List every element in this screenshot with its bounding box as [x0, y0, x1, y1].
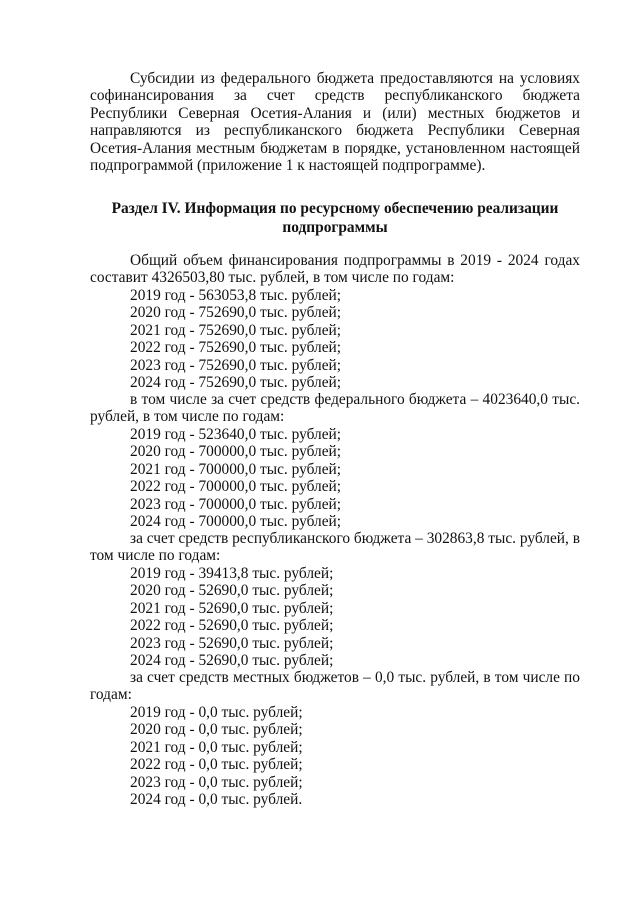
- list-item: 2019 год - 523640,0 тыс. рублей;: [130, 426, 342, 443]
- list-item: 2019 год - 0,0 тыс. рублей;: [130, 704, 303, 721]
- local-paragraph: за счет средств местных бюджетов – 0,0 тыс. рублей, в том числе по годам:: [90, 669, 580, 704]
- list-item: 2020 год - 52690,0 тыс. рублей;: [130, 582, 334, 600]
- local-years-list: [130, 704, 303, 808]
- list-item: 2020 год - 752690,0 тыс. рублей;: [130, 304, 342, 322]
- federal-years-list: [130, 426, 341, 530]
- list-item: 2024 год - 700000,0 тыс. рублей;: [130, 512, 342, 530]
- list-item: 2023 год - 0,0 тыс. рублей;: [130, 773, 303, 791]
- list-item: 2020 год - 700000,0 тыс. рублей;: [130, 443, 342, 461]
- list-item: 2024 год - 0,0 тыс. рублей.: [130, 790, 303, 808]
- list-item: 2022 год - 700000,0 тыс. рублей;: [130, 478, 342, 496]
- intro-paragraph: Субсидии из федерального бюджета предоставляются на условиях софинансирования за счет средств республиканского бюджета Республики Северная Осетия-Алания и (или) местных бюджетов и направляются из республиканского бюджета Республики Северная Осетия-Алания местным бюджетам в порядке, установленном настоящей подпрограммой (приложение 1 к настоящей подпрограмме).: [90, 70, 580, 175]
- list-item: 2020 год - 0,0 тыс. рублей;: [130, 721, 303, 739]
- list-item: 2023 год - 52690,0 тыс. рублей;: [130, 634, 334, 652]
- total-paragraph: Общий объем финансирования подпрограммы в 2019 - 2024 годах составит 4326503,80 тыс. рублей, в том числе по годам:: [90, 252, 580, 287]
- list-item: 2022 год - 52690,0 тыс. рублей;: [130, 617, 334, 635]
- total-years-list: [130, 287, 341, 391]
- list-item: 2024 год - 52690,0 тыс. рублей;: [130, 651, 334, 669]
- list-item: 2022 год - 0,0 тыс. рублей;: [130, 756, 303, 774]
- list-item: 2022 год - 752690,0 тыс. рублей;: [130, 339, 342, 357]
- list-item: 2021 год - 52690,0 тыс. рублей;: [130, 599, 334, 617]
- list-item: 2019 год - 563053,8 тыс. рублей;: [130, 287, 342, 304]
- republic-paragraph: за счет средств республиканского бюджета – 302863,8 тыс. рублей, в том числе по годам:: [90, 530, 580, 565]
- section-heading: Раздел IV. Информация по ресурсному обеспечению реализации подпрограммы: [111, 200, 559, 236]
- list-item: 2019 год - 39413,8 тыс. рублей;: [130, 565, 334, 582]
- list-item: 2021 год - 700000,0 тыс. рублей;: [130, 460, 342, 478]
- federal-paragraph: в том числе за счет средств федерального бюджета – 4023640,0 тыс. рублей, в том числе по годам:: [90, 391, 580, 426]
- list-item: 2024 год - 752690,0 тыс. рублей;: [130, 373, 342, 391]
- list-item: 2021 год - 752690,0 тыс. рублей;: [130, 321, 342, 339]
- list-item: 2023 год - 700000,0 тыс. рублей;: [130, 495, 342, 513]
- list-item: 2021 год - 0,0 тыс. рублей;: [130, 738, 303, 756]
- list-item: 2023 год - 752690,0 тыс. рублей;: [130, 356, 342, 374]
- republic-years-list: [130, 565, 333, 669]
